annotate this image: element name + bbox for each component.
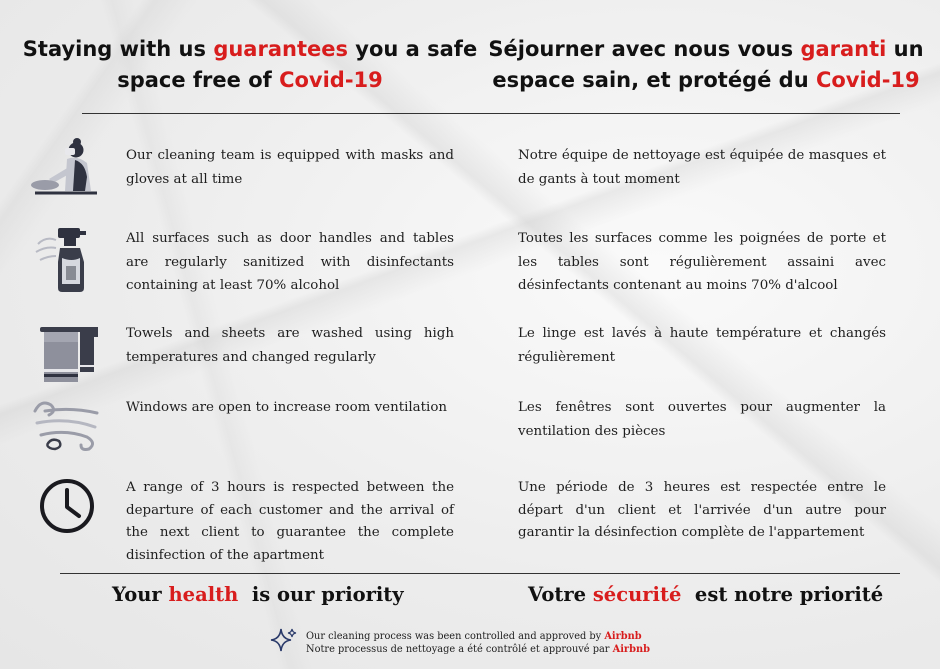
item-text-en: Our cleaning team is equipped with masks and gloves at all time <box>126 148 454 187</box>
cleaning-person-icon <box>22 132 112 204</box>
heading-fr-highlight2: Covid-19 <box>815 68 920 92</box>
sparkle-icon <box>270 627 298 660</box>
priority-en-before: Your <box>112 583 169 606</box>
item-text-en: Windows are open to increase room ventilation <box>126 400 448 415</box>
item-text-en: All surfaces such as door handles and tables are regularly sanitized with disinfectants containing at least 70% alcohol <box>126 231 454 293</box>
item-text-en: Towels and sheets are washed using high temperatures and changed regularly <box>126 326 454 365</box>
heading-en-highlight2: Covid-19 <box>279 68 383 92</box>
heading-french <box>482 34 930 96</box>
footer-line-fr-text: Notre processus de nettoyage a été contrôlé et approuvé par <box>306 643 613 655</box>
spray-bottle-icon <box>22 222 112 294</box>
wind-icon <box>22 390 112 462</box>
footer-approval <box>270 627 650 660</box>
clock-icon <box>22 470 112 542</box>
priority-en-after: is our priority <box>238 583 404 606</box>
bottom-divider <box>60 573 900 574</box>
item-text-fr: Les fenêtres sont ouvertes pour augmenter la ventilation des pièces <box>518 400 886 439</box>
priority-tagline-en <box>112 580 404 610</box>
footer-line-en-text: Our cleaning process was been controlled and approved by <box>306 631 605 642</box>
priority-fr-highlight: sécurité <box>592 583 682 606</box>
footer-line-fr <box>306 644 650 657</box>
footer-brand-fr: Airbnb <box>612 643 650 655</box>
footer-line-en <box>306 631 650 644</box>
heading-fr-highlight1: garanti <box>800 37 887 61</box>
heading-fr-part2: un espace sain, et protégé du <box>492 37 924 92</box>
heading-en-part1: Staying with us <box>22 37 214 61</box>
item-text-fr: Le linge est lavés à haute température et changés régulièrement <box>518 326 886 365</box>
towel-rack-icon <box>22 318 112 390</box>
heading-en-part2: you a safe space free of <box>117 37 478 92</box>
priority-en-highlight: health <box>168 583 239 606</box>
priority-fr-after: est notre priorité <box>681 583 884 606</box>
item-text-fr: Toutes les surfaces comme les poignées de porte et les tables sont régulièrement assaini avec désinfectants contenant au moins 70% d'alcool <box>518 231 886 293</box>
heading-english <box>20 34 480 96</box>
footer-brand-en: Airbnb <box>604 631 642 642</box>
heading-en-highlight1: guarantees <box>213 37 348 61</box>
priority-fr-before: Votre <box>528 583 593 606</box>
item-text-fr: Une période de 3 heures est respectée entre le départ d'un client et l'arrivée d'un autre pour garantir la désinfection complète de l'appartement <box>518 480 886 540</box>
top-divider <box>82 113 900 114</box>
item-text-fr: Notre équipe de nettoyage est équipée de masques et de gants à tout moment <box>518 148 886 187</box>
heading-fr-part1: Séjourner avec nous vous <box>488 37 801 61</box>
item-text-en: A range of 3 hours is respected between the departure of each customer and the arrival of the next client to guarantee the complete disinfection of the apartment <box>126 480 454 563</box>
priority-tagline-fr <box>528 580 883 610</box>
